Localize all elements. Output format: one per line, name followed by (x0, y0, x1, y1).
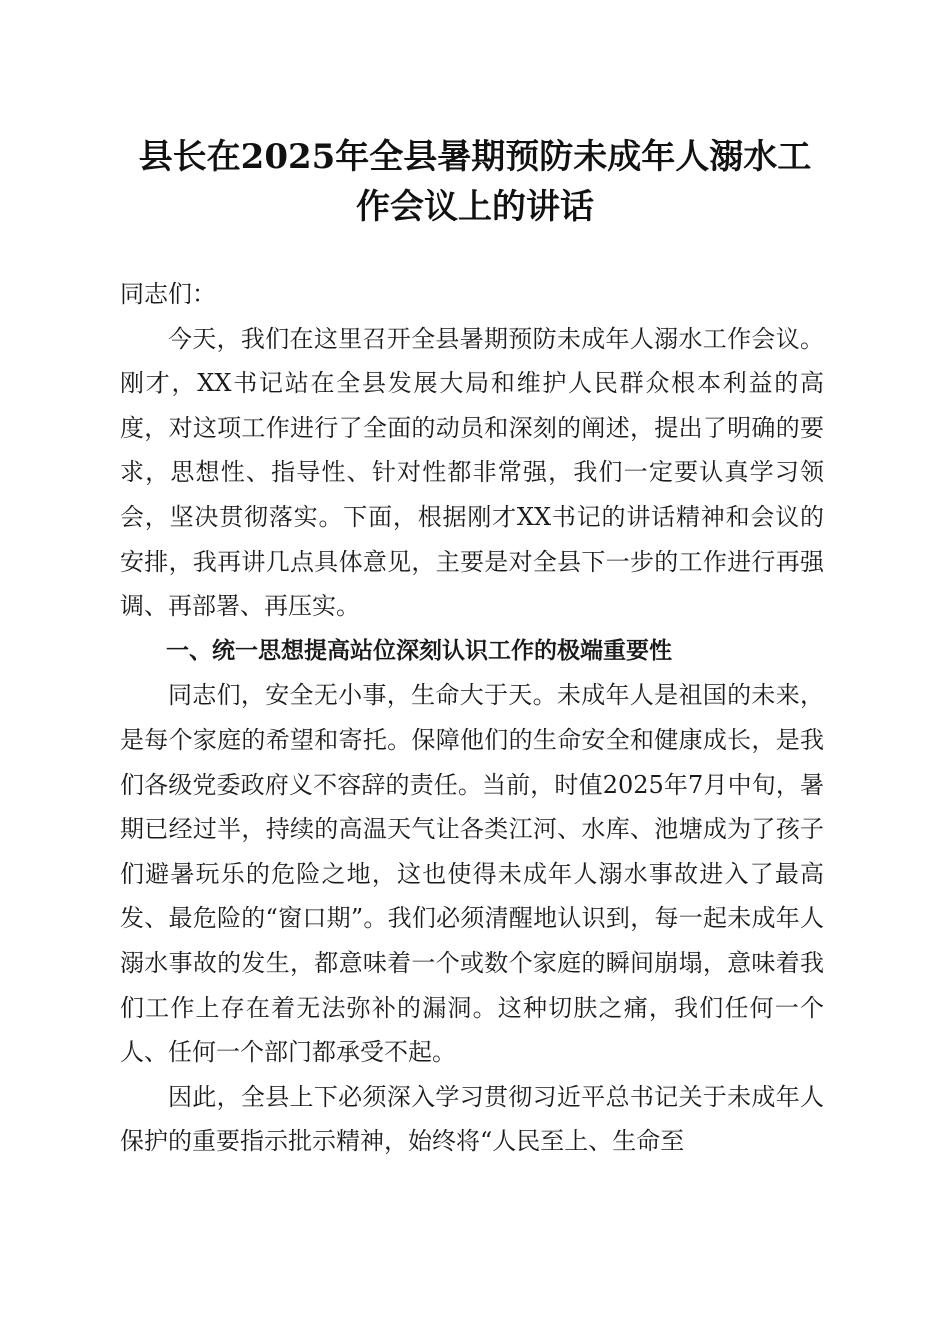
document-title (118, 132, 832, 232)
section-heading-1: 一、统一思想提高站位深刻认识工作的极端重要性 (166, 637, 672, 664)
section-paragraph: 同志们，安全无小事，生命大于天。未成年人是祖国的未来，是每个家庭的希望和寄托。保障他们的生命安全和健康成长，是我们各级党委政府义不容辞的责任。当前，时值2025年7月中旬，暑期已经过半，持续的高温天气让各类江河、水库、池塘成为了孩子们避暑玩乐的危险之地，这也使得未成年人溺水事故进入了最高发、最危险的“窗口期”。我们必须清醒地认识到，每一起未成年人溺水事故的发生，都意味着一个或数个家庭的瞬间崩塌，意味着我们工作上存在着无法弥补的漏洞。这种切肤之痛，我们任何一个人、任何一个部门都承受不起。 (120, 681, 824, 1067)
title-line-2: 作会议上的讲话 (356, 187, 594, 227)
document-body (120, 272, 824, 1164)
title-line-1: 县长在2025年全县暑期预防未成年人溺水工 (138, 137, 812, 177)
salutation: 同志们： (120, 280, 216, 308)
section-paragraph: 因此，全县上下必须深入学习贯彻习近平总书记关于未成年人保护的重要指示批示精神，始终将“人民至上、生命至 (120, 1082, 824, 1156)
opening-paragraph: 今天，我们在这里召开全县暑期预防未成年人溺水工作会议。刚才，XX书记站在全县发展大局和维护人民群众根本利益的高度，对这项工作进行了全面的动员和深刻的阐述，提出了明确的要求，思想性、指导性、针对性都非常强，我们一定要认真学习领会，坚决贯彻落实。下面，根据刚才XX书记的讲话精神和会议的安排，我再讲几点具体意见，主要是对全县下一步的工作进行再强调、再部署、再压实。 (120, 324, 824, 621)
